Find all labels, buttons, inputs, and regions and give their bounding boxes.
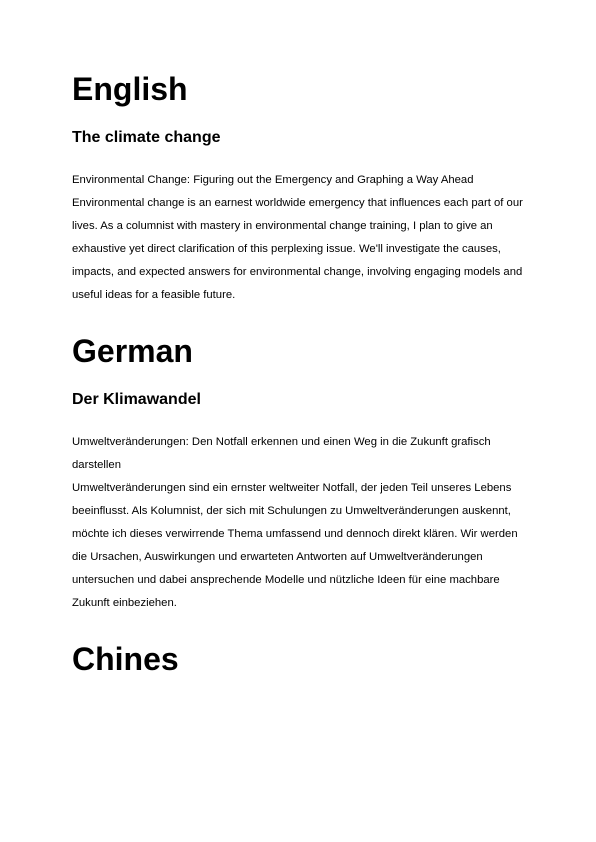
section-subheading-german: Der Klimawandel: [72, 391, 201, 408]
paragraph-title-line: Umweltveränderungen: Den Notfall erkennen und einen Weg in die Zukunft grafisch darstellen: [72, 436, 491, 471]
section-heading-english: English: [72, 71, 188, 107]
section-paragraph-german: [72, 431, 524, 615]
section-paragraph-english: [72, 169, 524, 307]
section-subheading-english: The climate change: [72, 129, 221, 146]
section-heading-german: German: [72, 333, 193, 369]
section-heading-chines: Chines: [72, 641, 179, 677]
paragraph-title-line: Environmental Change: Figuring out the Emergency and Graphing a Way Ahead: [72, 174, 474, 186]
paragraph-body: Umweltveränderungen sind ein ernster weltweiter Notfall, der jeden Teil unseres Lebens beeinflusst. Als Kolumnist, der sich mit Schulungen zu Umweltveränderungen auskennt, möchte ich dieses verwirrende Thema umfassend und dennoch direkt klären. Wir werden die Ursachen, Auswirkungen und erwarteten Antworten auf Umweltveränderungen untersuchen und dabei ansprechende Modelle und nützliche Ideen für eine machbare Zukunft einbeziehen.: [72, 482, 518, 609]
paragraph-body: Environmental change is an earnest worldwide emergency that influences each part of our lives. As a columnist with mastery in environmental change training, I plan to give an exhaustive yet direct clarification of this perplexing issue. We'll investigate the causes, impacts, and expected answers for environmental change, involving engaging models and useful ideas for a feasible future.: [72, 197, 523, 301]
